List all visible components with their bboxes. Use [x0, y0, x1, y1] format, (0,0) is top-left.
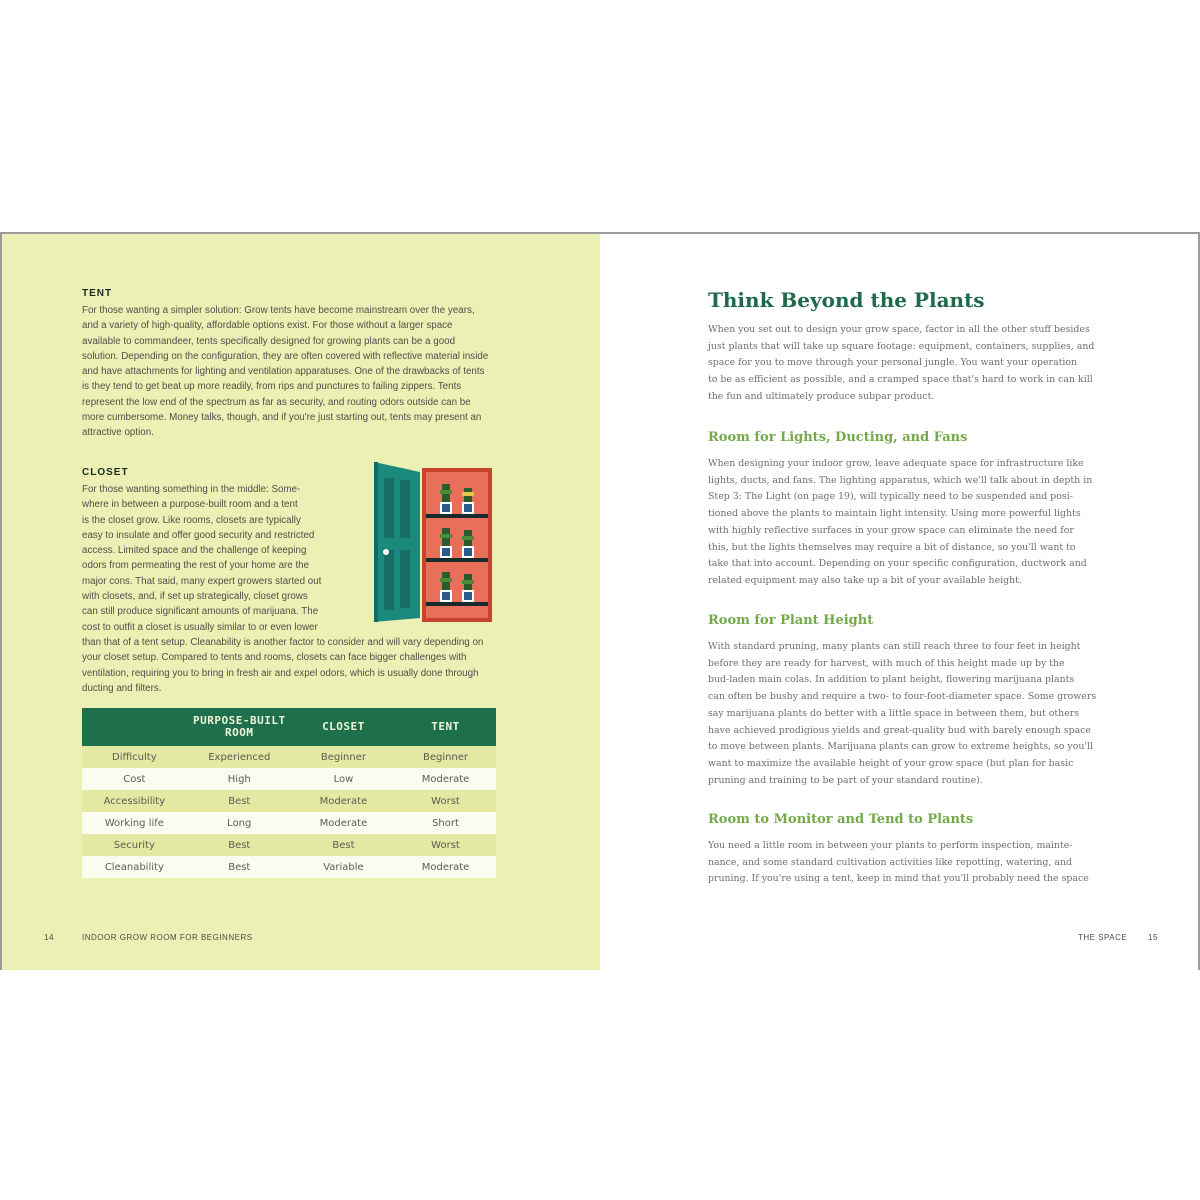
table-cell: Experienced: [187, 746, 292, 768]
tent-body: For those wanting a simpler solution: Grow tents have become mainstream over the years, and a variety of high-quality, affordable options exist. For those without a larger space available to commandeer, tents specifically designed for growing plants can be a good solution. Depending on the configuration, they are often covered with reflective material inside and have attachments for lighting and ventilation apparatuses. One of the drawbacks of tents is they tend to get beat up more readily, from rips and punctures to failing zippers. Tents represent the low end of the spectrum as far as security, and routing odors outside can be more cumbersome. Money talks, though, and if you're just starting out, tents may present an attractive option.: [82, 305, 489, 439]
closet-door-illustration: [370, 460, 496, 624]
paragraph-line: to move between plants. Marijuana plants can grow to extreme heights, so you'll: [708, 741, 1093, 753]
table-cell: Best: [187, 856, 292, 878]
table-row: [82, 834, 496, 856]
intro-paragraph: [708, 322, 1124, 406]
paragraph-line: You need a little room in between your plants to perform inspection, mainte-: [708, 840, 1073, 851]
paragraph-line: space for you to move through your personal jungle. You want your operation: [708, 357, 1078, 369]
book-spread: [0, 232, 1200, 970]
closet-shelf: [426, 602, 488, 606]
table-cell: High: [187, 768, 292, 790]
table-cell: Accessibility: [82, 790, 187, 812]
comparison-table: [82, 708, 496, 878]
page-number-left: 14: [44, 933, 54, 942]
paragraph-line: pruning. If you're using a tent, keep in mind that you'll probably need the space: [708, 873, 1089, 885]
paragraph-line: lights, ducts, and fans. The lighting apparatus, which we'll talk about in depth in: [708, 474, 1093, 486]
table-cell: Cleanability: [82, 856, 187, 878]
table-header-cell: CLOSET: [292, 708, 395, 746]
table-row: [82, 746, 496, 768]
closet-interior: [426, 472, 488, 618]
table-cell: Security: [82, 834, 187, 856]
paragraph-line: bud-laden main colas. In addition to plant height, flowering marijuana plants: [708, 674, 1075, 686]
page-number-right: 15: [1148, 933, 1158, 942]
section-heading-monitor: Room to Monitor and Tend to Plants: [708, 812, 974, 827]
closet-body-line: access. Limited space and the challenge of keeping: [82, 545, 307, 557]
table-cell: Worst: [395, 834, 496, 856]
table-cell: Moderate: [395, 856, 496, 878]
paragraph-line: want to maximize the available height of your grow space (but plan for basic: [708, 757, 1074, 769]
table-cell: Low: [292, 768, 395, 790]
closet-body-line: is the closet grow. Like rooms, closets are typically: [82, 514, 301, 526]
table-header-cell: PURPOSE-BUILT ROOM: [187, 708, 292, 746]
table-cell: Working life: [82, 812, 187, 834]
closet-body-line: easy to insulate and offer good security and restricted: [82, 529, 315, 541]
closet-body-continued: than that of a tent setup. Cleanability is another factor to consider and will vary depending on your closet setup. Compared to tents and rooms, closets can face bigger challenges with ventilation, requiring you to bring in fresh air and expel odors, which is usually done through ducting and filters.: [82, 637, 484, 694]
table-row: [82, 812, 496, 834]
open-door: [374, 462, 420, 622]
tent-heading: TENT: [82, 288, 113, 299]
table-cell: Moderate: [395, 768, 496, 790]
section-body-plant-height: [708, 639, 1124, 789]
table-header-cell: TENT: [395, 708, 496, 746]
left-page: [2, 234, 600, 970]
paragraph-line: just plants that will take up square footage: equipment, containers, supplies, and: [708, 340, 1095, 352]
table-cell: Moderate: [292, 812, 395, 834]
paragraph-line: this, but the lights themselves may require a bit of distance, so you'll want to: [708, 541, 1076, 553]
table-cell: Moderate: [292, 790, 395, 812]
table-cell: Long: [187, 812, 292, 834]
paragraph-line: to be as efficient as possible, and a cramped space that's hard to work in can kill: [708, 374, 1093, 386]
running-title-left: INDOOR GROW ROOM FOR BEGINNERS: [82, 933, 253, 942]
running-title-right: THE SPACE: [1078, 933, 1128, 942]
closet-body-line: odors from permeating the rest of your home are the: [82, 560, 310, 572]
paragraph-line: say marijuana plants do better with a little space in between them, but others: [708, 707, 1080, 719]
closet-body-line: cost to outfit a closet is usually similar to or even lower: [82, 621, 318, 633]
table-cell: Variable: [292, 856, 395, 878]
paragraph-line: related equipment may also take up a bit of your available height.: [708, 574, 1022, 586]
closet-body: [82, 482, 321, 635]
table-cell: Beginner: [395, 746, 496, 768]
table-row: [82, 768, 496, 790]
table-cell: Worst: [395, 790, 496, 812]
table-header-cell: [82, 708, 187, 746]
table-cell: Best: [292, 834, 395, 856]
paragraph-line: with highly reflective surfaces in your grow space can eliminate the need for: [708, 524, 1074, 536]
closet-body-line: major cons. That said, many expert growers started out: [82, 575, 322, 587]
section-heading-lights: Room for Lights, Ducting, and Fans: [708, 430, 968, 445]
closet-body-line: where in between a purpose-built room and a tent: [82, 499, 298, 511]
section-body-monitor: [708, 838, 1124, 888]
paragraph-line: pruning and training to be part of your standard routine).: [708, 774, 983, 786]
paragraph-line: tioned above the plants to maintain light intensity. Using more powerful lights: [708, 508, 1081, 520]
paragraph-line: can often be bushy and require a two- to four-foot-diameter space. Some growers: [708, 691, 1097, 703]
paragraph-line: nance, and some standard cultivation activities like repotting, watering, and: [708, 856, 1072, 868]
paragraph-line: have achieved prodigious yields and great-quality bud with barely enough space: [708, 724, 1091, 736]
paragraph-line: take that into account. Depending on your specific configuration, ductwork and: [708, 558, 1087, 570]
table-cell: Cost: [82, 768, 187, 790]
closet-body-line: For those wanting something in the middle: Some-: [82, 484, 301, 495]
section-body-lights: [708, 456, 1124, 590]
closet-shelf: [426, 514, 488, 518]
paragraph-line: When designing your indoor grow, leave adequate space for infrastructure like: [708, 458, 1084, 469]
closet-body-line: with closets, and, if set up strategically, closet grows: [82, 591, 308, 603]
paragraph-line: When you set out to design your grow space, factor in all the other stuff besides: [708, 324, 1090, 335]
table-cell: Beginner: [292, 746, 395, 768]
paragraph-line: With standard pruning, many plants can still reach three to four feet in height: [708, 641, 1081, 652]
table-header-row: [82, 708, 496, 746]
section-heading-plant-height: Room for Plant Height: [708, 613, 874, 628]
table-row: [82, 790, 496, 812]
table-row: [82, 856, 496, 878]
paragraph-line: Step 3: The Light (on page 19), will typically need to be suspended and posi-: [708, 491, 1073, 503]
table-cell: Difficulty: [82, 746, 187, 768]
paragraph-line: the fun and ultimately produce subpar product.: [708, 390, 935, 402]
page-title: Think Beyond the Plants: [708, 288, 985, 312]
paragraph-line: before they are ready for harvest, with much of this height made up by the: [708, 657, 1065, 669]
table-cell: Best: [187, 834, 292, 856]
table-cell: Best: [187, 790, 292, 812]
closet-shelf: [426, 558, 488, 562]
closet-heading: CLOSET: [82, 467, 129, 478]
table-cell: Short: [395, 812, 496, 834]
closet-body-line: can still produce significant amounts of marijuana. The: [82, 606, 319, 618]
right-page: [600, 234, 1200, 970]
